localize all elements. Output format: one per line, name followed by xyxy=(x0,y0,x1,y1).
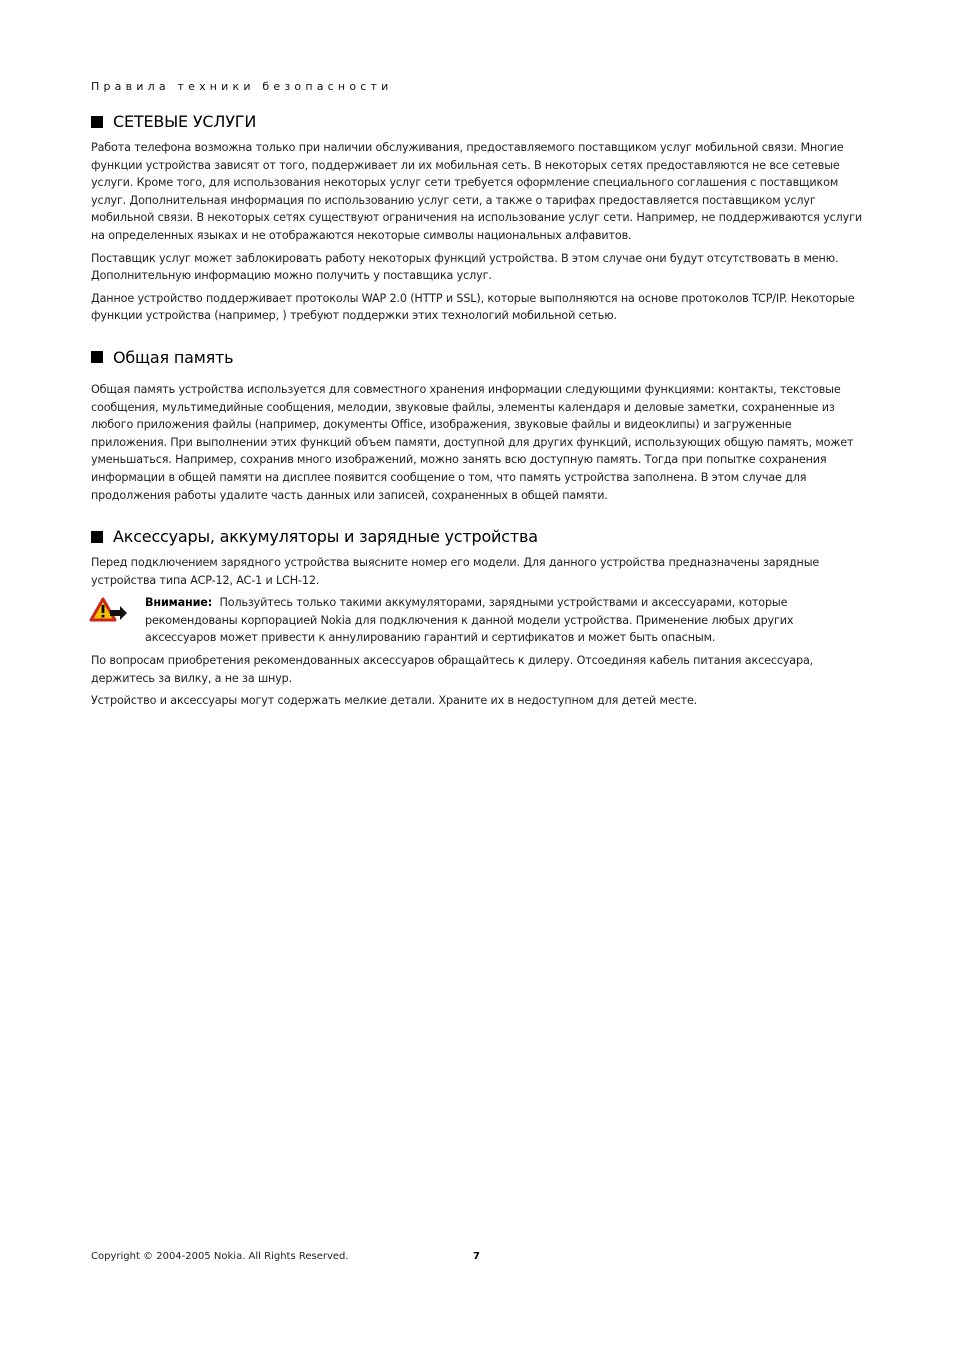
warning-label: Внимание: xyxy=(145,596,213,610)
warning-text-block xyxy=(145,594,865,647)
warning-text: Пользуйтесь только такими аккумуляторами, зарядными устройствами и аксессуарами, которые рекомендованы корпорацией Nokia для подключения к данной модели устройства. Применение любых других аксессуаров может привести к аннулированию гарантий и сертификатов и может быть опасным. xyxy=(145,596,794,645)
warning-triangle-icon xyxy=(89,596,135,628)
paragraph: Работа телефона возможна только при наличии обслуживания, предоставляемого поставщиком услуг мобильной связи. Многие функции устройства зависят от того, поддерживает ли их мобильная сеть. В некоторых сетях предоставляются не все сетевые услуги. Кроме того, для использования некоторых услуг сети требуется оформление специального соглашения с поставщиком услуг. Дополнительная информация по использованию услуг сети, а также о тарифах предоставляется поставщиком услуг мобильной связи. В некоторых сетях существуют ограничения на использование услуг сети. Например, не поддерживаются услуги на определенных языках и не отображаются некоторые символы национальных алфавитов. xyxy=(91,141,862,242)
section-heading xyxy=(91,348,865,367)
paragraph: Поставщик услуг может заблокировать работу некоторых функций устройства. В этом случае они будут отсутствовать в меню. Дополнительную информацию можно получить у поставщика услуг. xyxy=(91,251,839,283)
square-bullet-icon xyxy=(91,351,103,363)
section-accessories xyxy=(91,527,865,710)
section-title-text: СЕТЕВЫЕ УСЛУГИ xyxy=(113,112,257,131)
section-heading xyxy=(91,527,865,546)
section-title-text: Общая память xyxy=(113,347,234,367)
paragraph: Перед подключением зарядного устройства выясните номер его модели. Для данного устройства предназначены зарядные устройства типа ACP-12, AC-1 и LCH-12. xyxy=(91,556,820,587)
section-network-services xyxy=(91,112,865,325)
running-header: Правила техники безопасности xyxy=(91,80,393,93)
section-heading xyxy=(91,112,865,131)
section-shared-memory xyxy=(91,348,865,504)
paragraph: Данное устройство поддерживает протоколы WAP 2.0 (HTTP и SSL), которые выполняются на основе протоколов TCP/IP. Некоторые функции устройства (например, ) требуют поддержки этих технологий мобильной сетью. xyxy=(91,291,855,323)
square-bullet-icon xyxy=(91,531,103,543)
page-number: 7 xyxy=(473,1251,480,1262)
page-content xyxy=(91,112,865,733)
paragraph: По вопросам приобретения рекомендованных аксессуаров обращайтесь к дилеру. Отсоединяя кабель питания аксессуара, держитесь за вилку, а не за шнур. xyxy=(91,654,814,685)
warning-note xyxy=(91,594,865,647)
square-bullet-icon xyxy=(91,116,103,128)
footer-copyright: Copyright © 2004-2005 Nokia. All Rights Reserved. xyxy=(91,1251,349,1262)
paragraph: Устройство и аксессуары могут содержать мелкие детали. Храните их в недоступном для детей месте. xyxy=(91,694,698,708)
paragraph: Общая память устройства используется для совместного хранения информации следующими функциями: контакты, текстовые сообщения, мультимедийные сообщения, мелодии, звуковые файлы, элементы календаря и деловые заметки, сохраненные из любого приложения файлы (например, документы Office, изображения, звуковые файлы и видеоклипы) и загруженные приложения. При выполнении этих функций объем памяти, доступной для других функций, использующих общую память, может уменьшаться. Например, сохранив много изображений, можно занять всю доступную память. Тогда при попытке сохранения информации в общей памяти на дисплее появится сообщение о том, что память устройства заполнена. В этом случае для продолжения работы удалите часть данных или записей, сохраненных в общей памяти. xyxy=(91,382,854,502)
section-title-text: Аксессуары, аккумуляторы и зарядные устройства xyxy=(113,527,538,547)
